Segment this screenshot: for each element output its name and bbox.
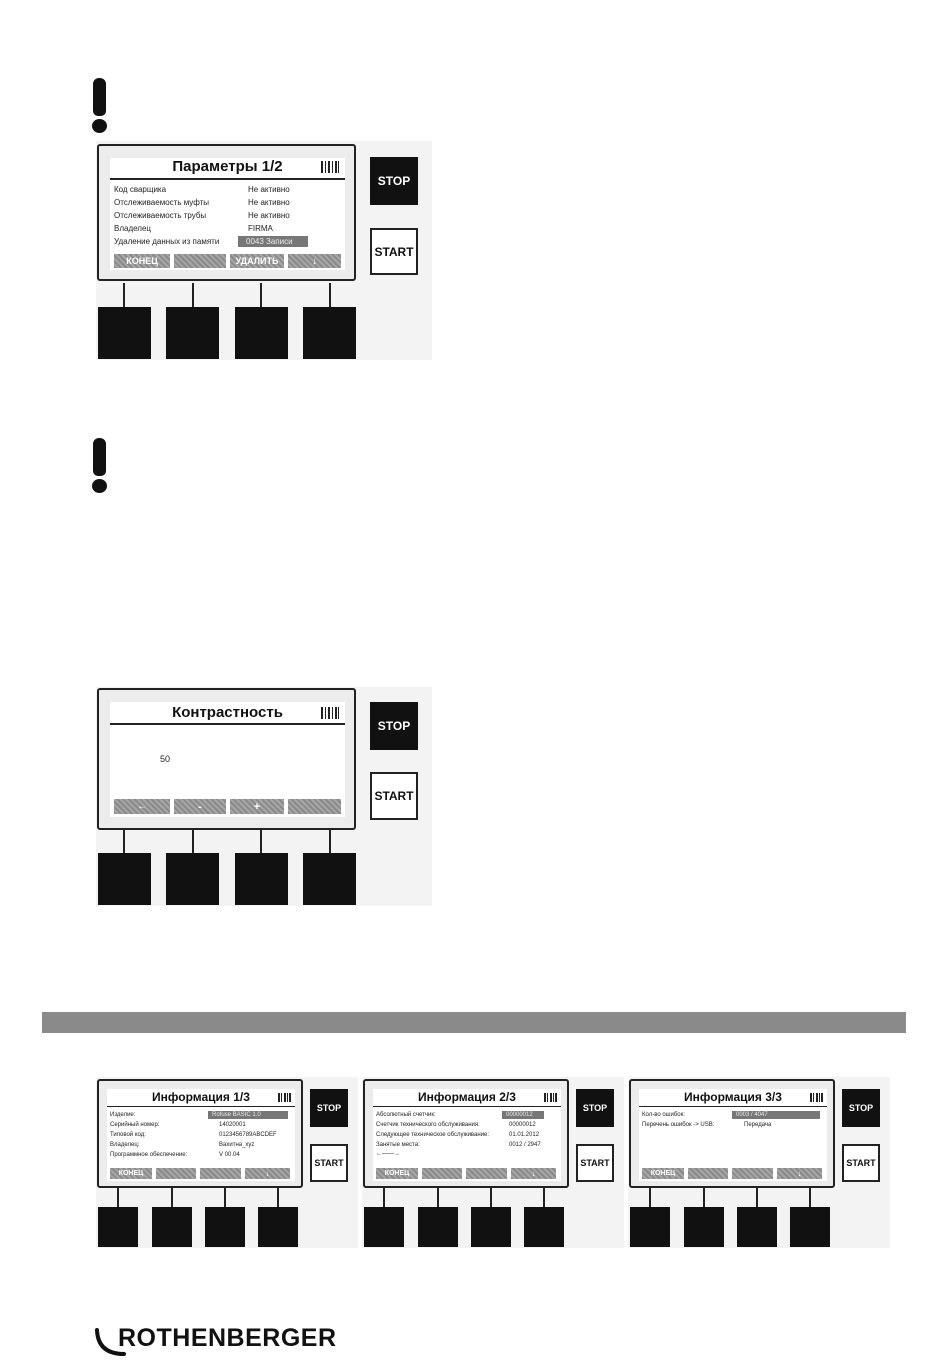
brand-name: ROTHENBERGER [118, 1324, 337, 1352]
row-label: Удаление данных из памяти [114, 237, 220, 246]
row-value: FIRMA [248, 224, 273, 233]
start-button[interactable]: START [310, 1144, 348, 1182]
softkey-end[interactable]: КОНЕЦ [110, 1168, 152, 1179]
screen-title: Информация 1/3 [152, 1090, 250, 1104]
function-key-3[interactable] [235, 307, 288, 359]
function-key-2[interactable] [418, 1207, 458, 1247]
softkey-down[interactable]: ↓ [288, 254, 341, 268]
softkey-bar [110, 799, 345, 814]
barcode-icon [278, 1093, 291, 1102]
softkey-bar [373, 1168, 561, 1179]
softkey-end[interactable]: КОНЕЦ [642, 1168, 684, 1179]
softkey-plus[interactable]: + [230, 799, 284, 814]
barcode-icon [810, 1093, 823, 1102]
softkey-down[interactable]: ↓ [511, 1168, 556, 1179]
stop-button[interactable]: STOP [370, 157, 418, 205]
screen-title: Информация 3/3 [684, 1090, 782, 1104]
function-key-2[interactable] [166, 853, 219, 905]
function-key-3[interactable] [737, 1207, 777, 1247]
stop-button[interactable]: STOP [576, 1089, 614, 1127]
info-3-device-panel [628, 1077, 890, 1248]
row-value: Не активно [248, 198, 290, 207]
softkey-minus[interactable]: - [174, 799, 226, 814]
function-key-3[interactable] [205, 1207, 245, 1247]
start-button[interactable]: START [576, 1144, 614, 1182]
lcd-screen [110, 158, 345, 270]
row-label: Код сварщика [114, 185, 167, 194]
screen-title: Информация 2/3 [418, 1090, 516, 1104]
row-label: Владелец: [110, 1142, 140, 1148]
screen-title: Параметры 1/2 [172, 158, 283, 175]
rothenberger-logo [94, 1324, 354, 1358]
row-value: Передача [744, 1122, 772, 1128]
screen-title: Контрастность [172, 704, 283, 721]
row-label: Абсолютный счетчик: [376, 1112, 436, 1118]
function-key-1[interactable] [364, 1207, 404, 1247]
warning-icon [88, 78, 112, 134]
function-key-3[interactable] [235, 853, 288, 905]
row-label: Кол-во ошибок: [642, 1112, 685, 1118]
row-value: Не активно [248, 185, 290, 194]
row-value: 0003 / 4047 [732, 1111, 820, 1119]
lcd-frame [629, 1079, 835, 1188]
info-2-device-panel [362, 1077, 624, 1248]
softkey-delete[interactable]: УДАЛИТЬ [230, 254, 284, 268]
row-value: V 00.04 [219, 1152, 240, 1158]
softkey-bar [110, 254, 345, 268]
softkey-empty[interactable] [288, 799, 341, 814]
row-label: Отслеживаемость муфты [114, 198, 210, 207]
lcd-frame [97, 688, 356, 830]
row-label: ←——→ [376, 1151, 400, 1157]
function-key-4[interactable] [303, 307, 356, 359]
row-value: 14020001 [219, 1122, 246, 1128]
softkey-end[interactable]: КОНЕЦ [376, 1168, 418, 1179]
softkey-bar [107, 1168, 295, 1179]
softkey-empty[interactable] [200, 1168, 241, 1179]
contrast-device-panel [96, 687, 432, 906]
softkey-bar [639, 1168, 827, 1179]
delete-records-field[interactable]: 0043 Записи [238, 236, 308, 247]
function-key-4[interactable] [524, 1207, 564, 1247]
contrast-value: 50 [160, 754, 171, 764]
row-label: Серийный номер: [110, 1122, 160, 1128]
softkey-empty[interactable] [466, 1168, 507, 1179]
softkey-down[interactable]: ↓ [245, 1168, 290, 1179]
function-key-4[interactable] [790, 1207, 830, 1247]
barcode-icon [321, 707, 339, 719]
stop-button[interactable]: STOP [370, 702, 418, 750]
title-rule [107, 1106, 295, 1107]
function-key-1[interactable] [98, 307, 151, 359]
title-rule [110, 178, 345, 180]
start-button[interactable]: START [842, 1144, 880, 1182]
softkey-empty[interactable] [732, 1168, 773, 1179]
lcd-frame [97, 144, 356, 281]
row-value: Rofuse BASIC 1.0 [208, 1111, 288, 1119]
function-key-2[interactable] [152, 1207, 192, 1247]
function-key-2[interactable] [166, 307, 219, 359]
lcd-screen [373, 1089, 561, 1181]
softkey-empty[interactable] [156, 1168, 196, 1179]
lcd-screen [110, 702, 345, 817]
lcd-screen [107, 1089, 295, 1181]
softkey-down[interactable]: ↓ [777, 1168, 822, 1179]
function-key-4[interactable] [258, 1207, 298, 1247]
stop-button[interactable]: STOP [310, 1089, 348, 1127]
function-key-2[interactable] [684, 1207, 724, 1247]
row-label: Следующее техническое обслуживание: [376, 1132, 490, 1138]
start-button[interactable]: START [370, 228, 418, 275]
row-value: 0012 / 2947 [509, 1142, 541, 1148]
function-key-1[interactable] [98, 1207, 138, 1247]
row-label: Счетчик технического обслуживания: [376, 1122, 480, 1128]
title-rule [373, 1106, 561, 1107]
lcd-frame [97, 1079, 303, 1188]
row-label: Изделие: [110, 1112, 136, 1118]
section-divider-band [42, 1012, 906, 1033]
row-value: 00000012 [502, 1111, 544, 1119]
row-value: 00000012 [509, 1122, 536, 1128]
softkey-end[interactable]: КОНЕЦ [114, 254, 170, 268]
parameters-device-panel [96, 141, 432, 360]
barcode-icon [544, 1093, 557, 1102]
row-label: Программное обеспечение: [110, 1152, 188, 1158]
row-value: 01.01.2012 [509, 1132, 540, 1138]
row-label: Типовой код: [110, 1132, 146, 1138]
softkey-empty[interactable] [422, 1168, 462, 1179]
function-key-1[interactable] [98, 853, 151, 905]
row-label: Перечень ошибок -> USB: [642, 1122, 715, 1128]
lcd-screen [639, 1089, 827, 1181]
softkey-empty[interactable] [174, 254, 226, 268]
softkey-empty[interactable] [688, 1168, 728, 1179]
function-key-4[interactable] [303, 853, 356, 905]
title-rule [639, 1106, 827, 1107]
row-value: Вахитна_хуz [219, 1142, 255, 1148]
warning-icon [88, 438, 112, 494]
function-key-3[interactable] [471, 1207, 511, 1247]
lcd-frame [363, 1079, 569, 1188]
title-rule [110, 723, 345, 725]
barcode-icon [321, 161, 339, 173]
info-1-device-panel [96, 1077, 358, 1248]
row-label: Занятые места: [376, 1142, 420, 1148]
row-label: Отслеживаемость трубы [114, 211, 207, 220]
row-value: Не активно [248, 211, 290, 220]
row-label: Владелец [114, 224, 152, 233]
stop-button[interactable]: STOP [842, 1089, 880, 1127]
row-value: 0123456789ABCDEF [219, 1132, 277, 1138]
function-key-1[interactable] [630, 1207, 670, 1247]
start-button[interactable]: START [370, 772, 418, 820]
softkey-back[interactable]: ← [114, 799, 170, 814]
